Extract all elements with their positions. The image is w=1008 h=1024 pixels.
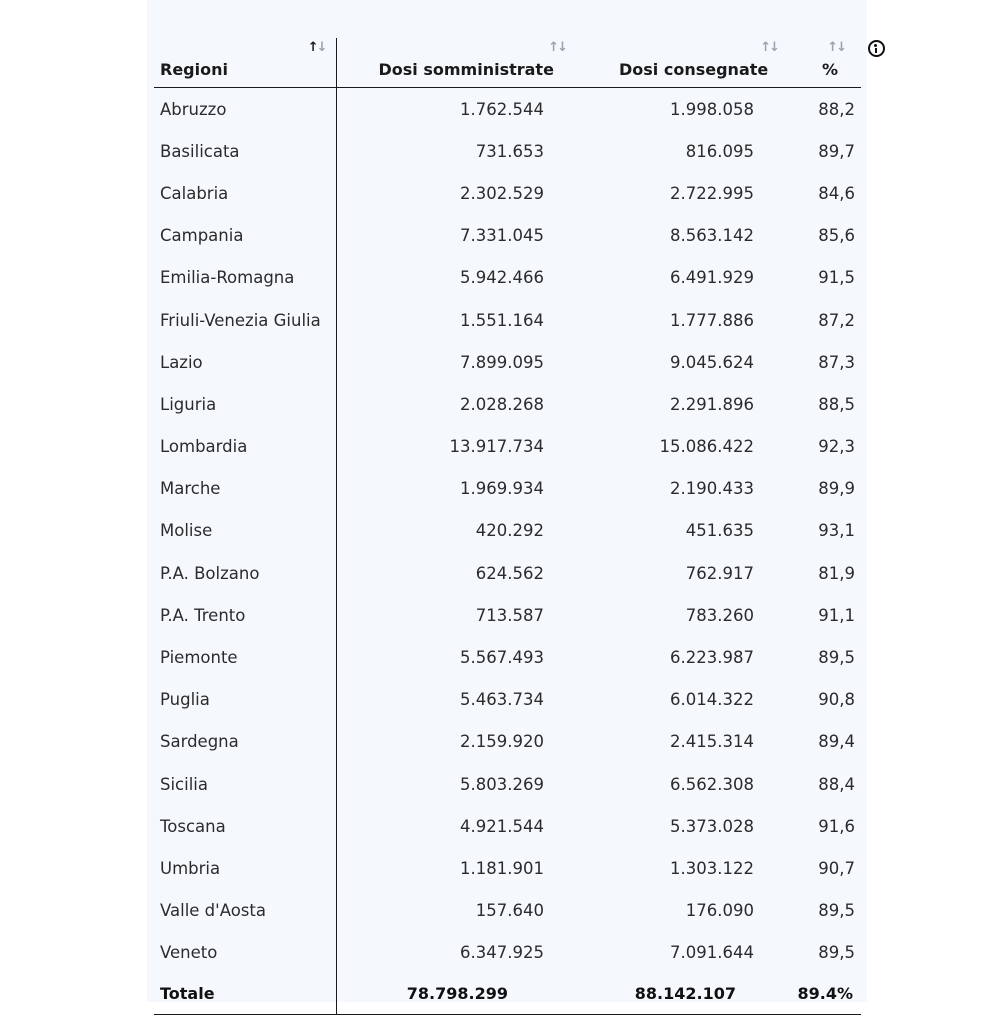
- cell-percent: 89,7: [818, 141, 855, 161]
- cell-delivered: 5.373.028: [670, 816, 754, 836]
- total-row: [154, 974, 861, 1015]
- cell-delivered: 6.491.929: [670, 268, 754, 288]
- sort-arrows-icon[interactable]: ↑↓: [548, 40, 566, 55]
- cell-region: Liguria: [154, 383, 336, 425]
- column-header-dosi-consegnate[interactable]: [584, 38, 794, 88]
- cell-delivered: 1.777.886: [670, 310, 754, 330]
- cell-percent: 89,4: [818, 732, 855, 752]
- cell-percent: 91,6: [818, 816, 855, 836]
- table-row: [154, 847, 861, 889]
- cell-administered: 1.181.901: [460, 858, 544, 878]
- cell-region: Emilia-Romagna: [154, 257, 336, 299]
- vaccine-doses-table: [154, 38, 861, 1015]
- table-row: [154, 172, 861, 214]
- cell-administered: 5.942.466: [460, 268, 544, 288]
- table-row: [154, 257, 861, 299]
- cell-delivered: 2.190.433: [670, 479, 754, 499]
- cell-administered: 2.028.268: [460, 394, 544, 414]
- table-row: [154, 552, 861, 594]
- cell-region: Lombardia: [154, 426, 336, 468]
- cell-delivered: 2.291.896: [670, 394, 754, 414]
- table-row: [154, 932, 861, 974]
- cell-administered: 6.347.925: [460, 943, 544, 963]
- cell-delivered: 176.090: [685, 901, 754, 921]
- cell-delivered: 15.086.422: [659, 437, 754, 457]
- cell-administered: 1.551.164: [460, 310, 544, 330]
- cell-percent: 88,2: [818, 99, 855, 119]
- cell-administered: 420.292: [475, 521, 544, 541]
- cell-administered: 4.921.544: [460, 816, 544, 836]
- cell-administered: 5.463.734: [460, 690, 544, 710]
- column-header-label: Regioni: [160, 60, 228, 79]
- cell-region: Abruzzo: [154, 88, 336, 131]
- cell-percent: 89,5: [818, 943, 855, 963]
- cell-administered: 731.653: [475, 141, 544, 161]
- cell-percent: 89,5: [818, 648, 855, 668]
- cell-region: P.A. Bolzano: [154, 552, 336, 594]
- cell-administered: 624.562: [475, 563, 544, 583]
- sort-arrows-icon[interactable]: ↑↓: [760, 40, 778, 55]
- table-row: [154, 679, 861, 721]
- column-header-regioni[interactable]: [154, 38, 336, 88]
- cell-administered: 157.640: [475, 901, 544, 921]
- cell-delivered: 1.303.122: [670, 858, 754, 878]
- cell-administered: 2.159.920: [460, 732, 544, 752]
- cell-region: Piemonte: [154, 636, 336, 678]
- table-row: [154, 594, 861, 636]
- table-row: [154, 468, 861, 510]
- cell-delivered: 2.415.314: [670, 732, 754, 752]
- cell-administered: 1.762.544: [460, 99, 544, 119]
- cell-administered: 13.917.734: [449, 437, 544, 457]
- cell-region: Calabria: [154, 172, 336, 214]
- cell-percent: 93,1: [818, 521, 855, 541]
- table-header: [154, 38, 861, 88]
- total-administered: 78.798.299: [336, 974, 584, 1015]
- cell-percent: 91,5: [818, 268, 855, 288]
- cell-delivered: 6.014.322: [670, 690, 754, 710]
- cell-administered: 7.331.045: [460, 226, 544, 246]
- cell-region: Friuli-Venezia Giulia: [154, 299, 336, 341]
- cell-administered: 2.302.529: [460, 183, 544, 203]
- cell-region: Marche: [154, 468, 336, 510]
- table-body: [154, 88, 861, 974]
- table-row: [154, 510, 861, 552]
- cell-administered: 5.803.269: [460, 774, 544, 794]
- cell-administered: 5.567.493: [460, 648, 544, 668]
- cell-region: Campania: [154, 215, 336, 257]
- cell-percent: 85,6: [818, 226, 855, 246]
- cell-delivered: 8.563.142: [670, 226, 754, 246]
- cell-delivered: 9.045.624: [670, 352, 754, 372]
- cell-delivered: 7.091.644: [670, 943, 754, 963]
- cell-percent: 87,3: [818, 352, 855, 372]
- cell-percent: 88,5: [818, 394, 855, 414]
- cell-region: Molise: [154, 510, 336, 552]
- total-delivered: 88.142.107: [584, 974, 794, 1015]
- cell-region: Lazio: [154, 341, 336, 383]
- header-row: [154, 38, 861, 88]
- table-row: [154, 299, 861, 341]
- table-row: [154, 88, 861, 131]
- table-row: [154, 130, 861, 172]
- table-row: [154, 890, 861, 932]
- cell-delivered: 6.223.987: [670, 648, 754, 668]
- cell-percent: 81,9: [818, 563, 855, 583]
- cell-percent: 92,3: [818, 437, 855, 457]
- cell-percent: 88,4: [818, 774, 855, 794]
- table-row: [154, 341, 861, 383]
- sort-arrows-icon[interactable]: ↑↓: [827, 40, 845, 55]
- cell-region: Valle d'Aosta: [154, 890, 336, 932]
- cell-region: Sicilia: [154, 763, 336, 805]
- cell-delivered: 1.998.058: [670, 99, 754, 119]
- total-label: Totale: [154, 974, 336, 1015]
- cell-delivered: 783.260: [685, 605, 754, 625]
- cell-delivered: 6.562.308: [670, 774, 754, 794]
- cell-percent: 89,9: [818, 479, 855, 499]
- cell-percent: 91,1: [818, 605, 855, 625]
- cell-region: Puglia: [154, 679, 336, 721]
- column-header-label: Dosi somministrate: [378, 60, 554, 79]
- cell-administered: 7.899.095: [460, 352, 544, 372]
- cell-delivered: 451.635: [685, 521, 754, 541]
- cell-region: Sardegna: [154, 721, 336, 763]
- table-row: [154, 215, 861, 257]
- cell-percent: 87,2: [818, 310, 855, 330]
- cell-percent: 90,8: [818, 690, 855, 710]
- cell-region: P.A. Trento: [154, 594, 336, 636]
- column-header-dosi-somministrate[interactable]: [336, 38, 584, 88]
- table-row: [154, 426, 861, 468]
- cell-delivered: 2.722.995: [670, 183, 754, 203]
- total-percent: 89.4%: [794, 974, 861, 1015]
- table-row: [154, 383, 861, 425]
- table-row: [154, 805, 861, 847]
- cell-percent: 84,6: [818, 183, 855, 203]
- info-icon[interactable]: [868, 40, 885, 57]
- cell-region: Umbria: [154, 847, 336, 889]
- sort-arrows-icon[interactable]: ↑↓: [307, 40, 326, 55]
- table-footer: [154, 974, 861, 1015]
- table-row: [154, 721, 861, 763]
- cell-region: Veneto: [154, 932, 336, 974]
- table-row: [154, 763, 861, 805]
- cell-region: Basilicata: [154, 130, 336, 172]
- cell-delivered: 762.917: [685, 563, 754, 583]
- cell-administered: 1.969.934: [460, 479, 544, 499]
- column-header-label: %: [822, 60, 839, 79]
- column-header-label: Dosi consegnate: [619, 60, 769, 79]
- cell-delivered: 816.095: [685, 141, 754, 161]
- table-row: [154, 636, 861, 678]
- cell-percent: 89,5: [818, 901, 855, 921]
- cell-region: Toscana: [154, 805, 336, 847]
- cell-percent: 90,7: [818, 858, 855, 878]
- cell-administered: 713.587: [475, 605, 544, 625]
- column-header-percent[interactable]: [794, 38, 861, 88]
